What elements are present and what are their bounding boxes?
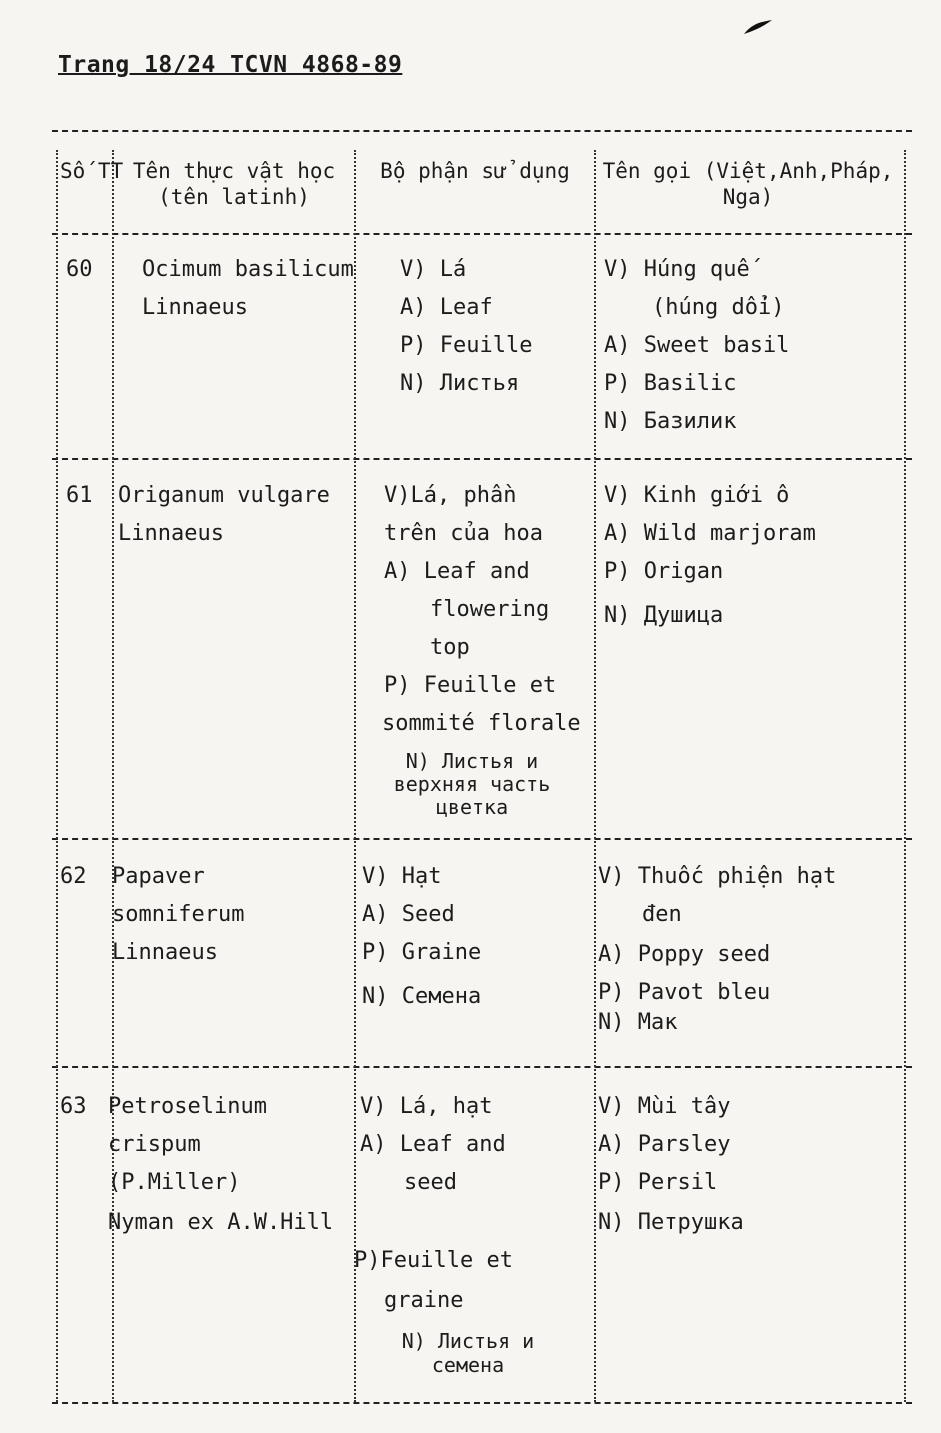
common-name-line: (húng dổi)	[652, 295, 785, 320]
part-line: sommité florale	[382, 711, 581, 736]
latin-name-line: Linnaeus	[112, 940, 218, 965]
row-number: 63	[60, 1094, 87, 1119]
part-line: V) Lá, hạt	[360, 1094, 493, 1119]
column-header-names: Tên gọi (Việt,Anh,Pháp, Nga)	[602, 159, 894, 209]
column-border	[354, 150, 356, 1402]
row-number: 61	[66, 483, 93, 508]
common-name-line: P) Basilic	[604, 371, 737, 396]
column-header-no: Số TT	[60, 159, 124, 183]
latin-name-line: Linnaeus	[118, 521, 224, 546]
common-name-line: N) Базилик	[604, 409, 737, 434]
common-name-line: N) Мак	[598, 1010, 678, 1035]
latin-name-line: Linnaeus	[142, 295, 248, 320]
common-name-line: N) Петрушка	[598, 1210, 744, 1235]
part-line: N) Листья и	[405, 749, 539, 773]
latin-name-line: crispum	[108, 1132, 201, 1157]
latin-name-line: (P.Miller)	[108, 1170, 241, 1195]
column-border	[904, 150, 906, 1402]
part-line: P)Feuille et	[354, 1248, 513, 1273]
part-line: trên của hoa	[384, 521, 543, 546]
part-line: A) Leaf and	[384, 559, 530, 584]
common-name-line: V) Húng quế	[604, 257, 750, 282]
part-line: P) Feuille	[400, 333, 533, 358]
part-line: A) Seed	[362, 902, 455, 927]
latin-name-line: Petroselinum	[108, 1094, 267, 1119]
common-name-line: N) Душица	[604, 603, 724, 628]
part-line: N) Листья и	[401, 1329, 535, 1353]
part-line: цветка	[435, 795, 509, 819]
part-line: верхняя часть	[393, 772, 551, 796]
latin-name-line: Nyman ex A.W.Hill	[108, 1210, 334, 1235]
part-line: top	[430, 635, 470, 660]
common-name-line: A) Parsley	[598, 1132, 731, 1157]
latin-name-line: somniferum	[112, 902, 245, 927]
row-separator	[52, 838, 912, 840]
row-separator	[52, 1066, 912, 1068]
part-line: семена	[431, 1353, 505, 1377]
common-name-line: V) Thuốc phiện hạt	[598, 864, 837, 889]
common-name-line: V) Kinh giới ô	[604, 483, 790, 508]
common-name-line: P) Origan	[604, 559, 724, 584]
ink-mark-icon	[744, 20, 772, 36]
common-name-line: đen	[642, 902, 682, 927]
part-line: flowering	[430, 597, 550, 622]
part-line: seed	[404, 1170, 457, 1195]
part-line: V) Lá	[400, 257, 467, 282]
latin-name-line: Origanum vulgare	[118, 483, 330, 508]
part-line: P) Graine	[362, 940, 482, 965]
part-line: A) Leaf and	[360, 1132, 506, 1157]
part-line: N) Семена	[362, 984, 482, 1009]
row-separator	[52, 458, 912, 460]
table-bottom-border	[52, 1402, 912, 1404]
part-line: V) Hạt	[362, 864, 442, 889]
row-number: 62	[60, 864, 87, 889]
column-border	[56, 150, 58, 1402]
part-line: A) Leaf	[400, 295, 493, 320]
part-line: V)Lá, phần	[384, 483, 517, 508]
common-name-line: V) Mùi tây	[598, 1094, 731, 1119]
part-line: graine	[384, 1288, 464, 1313]
row-number: 60	[66, 257, 93, 282]
latin-name-line: Ocimum basilicum	[142, 257, 354, 282]
common-name-line: P) Persil	[598, 1170, 718, 1195]
column-header-parts: Bộ phận sử dụng	[380, 159, 570, 183]
part-line: N) Листья	[400, 371, 520, 396]
column-header-latin: Tên thực vật học (tên latinh)	[132, 159, 336, 209]
latin-name-line: Papaver	[112, 864, 205, 889]
header-separator	[52, 233, 912, 235]
column-border	[594, 150, 596, 1402]
common-name-line: A) Poppy seed	[598, 942, 771, 967]
table-top-border	[52, 130, 912, 132]
common-name-line: P) Pavot bleu	[598, 980, 771, 1005]
part-line: P) Feuille et	[384, 673, 557, 698]
common-name-line: A) Wild marjoram	[604, 521, 816, 546]
page-header: Trang 18/24 TCVN 4868-89	[58, 52, 403, 78]
common-name-line: A) Sweet basil	[604, 333, 790, 358]
